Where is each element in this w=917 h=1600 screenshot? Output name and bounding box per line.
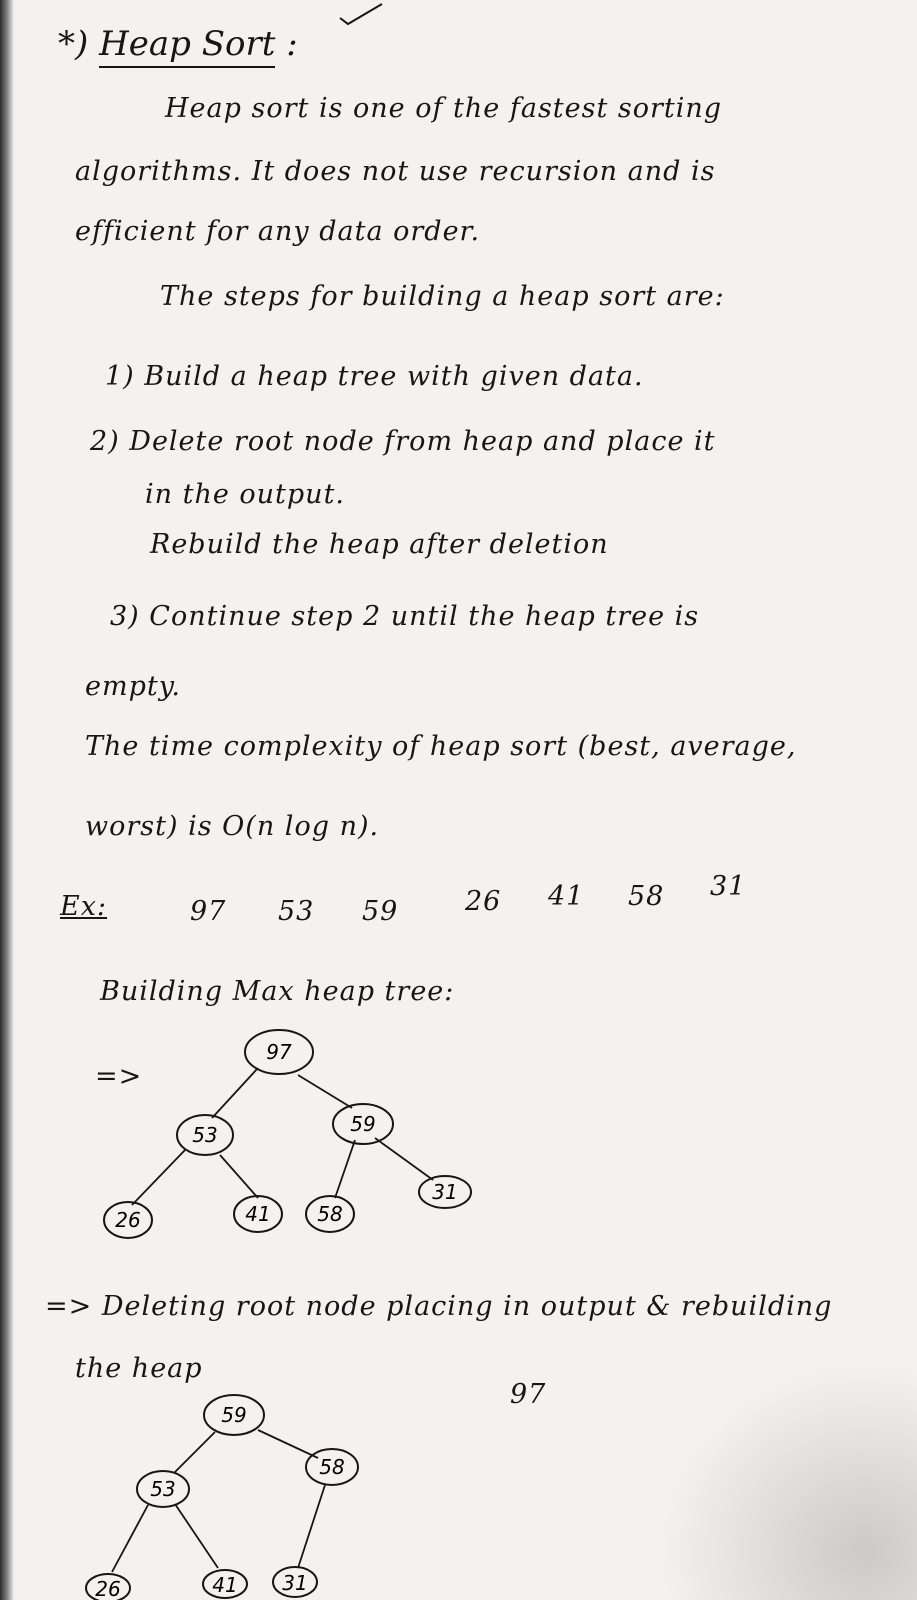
tree1-node-label-26: 26 <box>115 1208 141 1232</box>
complexity-line-1: The time complexity of heap sort (best, average, <box>85 731 797 762</box>
step-2: 2) Delete root node from heap and place it <box>90 426 716 457</box>
text-line-4: The steps for building a heap sort are: <box>160 281 725 312</box>
tree2-node-label-26: 26 <box>95 1577 121 1600</box>
tree1-node-label-97: 97 <box>266 1040 292 1064</box>
step-3-cont: empty. <box>85 671 181 702</box>
example-value-4: 26 <box>465 886 502 917</box>
deleting-label-1: => Deleting root node placing in output & rebuilding <box>45 1291 833 1322</box>
tree2-node-label-41: 41 <box>212 1573 238 1597</box>
text-line-2: algorithms. It does not use recursion and is <box>75 156 716 187</box>
building-label: Building Max heap tree: <box>100 976 455 1007</box>
example-value-3: 59 <box>362 896 399 927</box>
title-colon: : <box>286 24 298 64</box>
example-value-5: 41 <box>548 881 585 912</box>
tree1-node-label-53: 53 <box>192 1123 218 1147</box>
example-value-6: 58 <box>628 881 665 912</box>
example-value-7: 31 <box>710 871 747 902</box>
tree2-node-label-59: 59 <box>221 1403 247 1427</box>
example-value-1: 97 <box>190 896 227 927</box>
title-bullet: *) <box>58 24 89 64</box>
step-3: 3) Continue step 2 until the heap tree is <box>110 601 700 632</box>
text-line-3: efficient for any data order. <box>75 216 481 247</box>
step-2-cont: in the output. <box>145 479 346 510</box>
tree1-node-label-59: 59 <box>350 1112 376 1136</box>
tree1-node-label-58: 58 <box>317 1202 343 1226</box>
tree2-node-label-31: 31 <box>282 1571 308 1595</box>
example-value-2: 53 <box>278 896 315 927</box>
step-2-rebuild: Rebuild the heap after deletion <box>150 529 609 560</box>
tree1-node-label-31: 31 <box>432 1180 458 1204</box>
title-text: Heap Sort <box>99 24 275 68</box>
output-value: 97 <box>510 1379 547 1410</box>
tree1-node-label-41: 41 <box>245 1202 271 1226</box>
complexity-line-2: worst) is O(n log n). <box>85 811 380 842</box>
text-line-1: Heap sort is one of the fastest sorting <box>165 93 723 124</box>
arrow-label: => <box>95 1061 143 1092</box>
example-label: Ex: <box>60 891 108 922</box>
deleting-label-2: the heap <box>75 1353 203 1384</box>
step-1: 1) Build a heap tree with given data. <box>105 361 644 392</box>
tree2-node-label-58: 58 <box>319 1455 345 1479</box>
tree2-node-label-53: 53 <box>150 1477 176 1501</box>
